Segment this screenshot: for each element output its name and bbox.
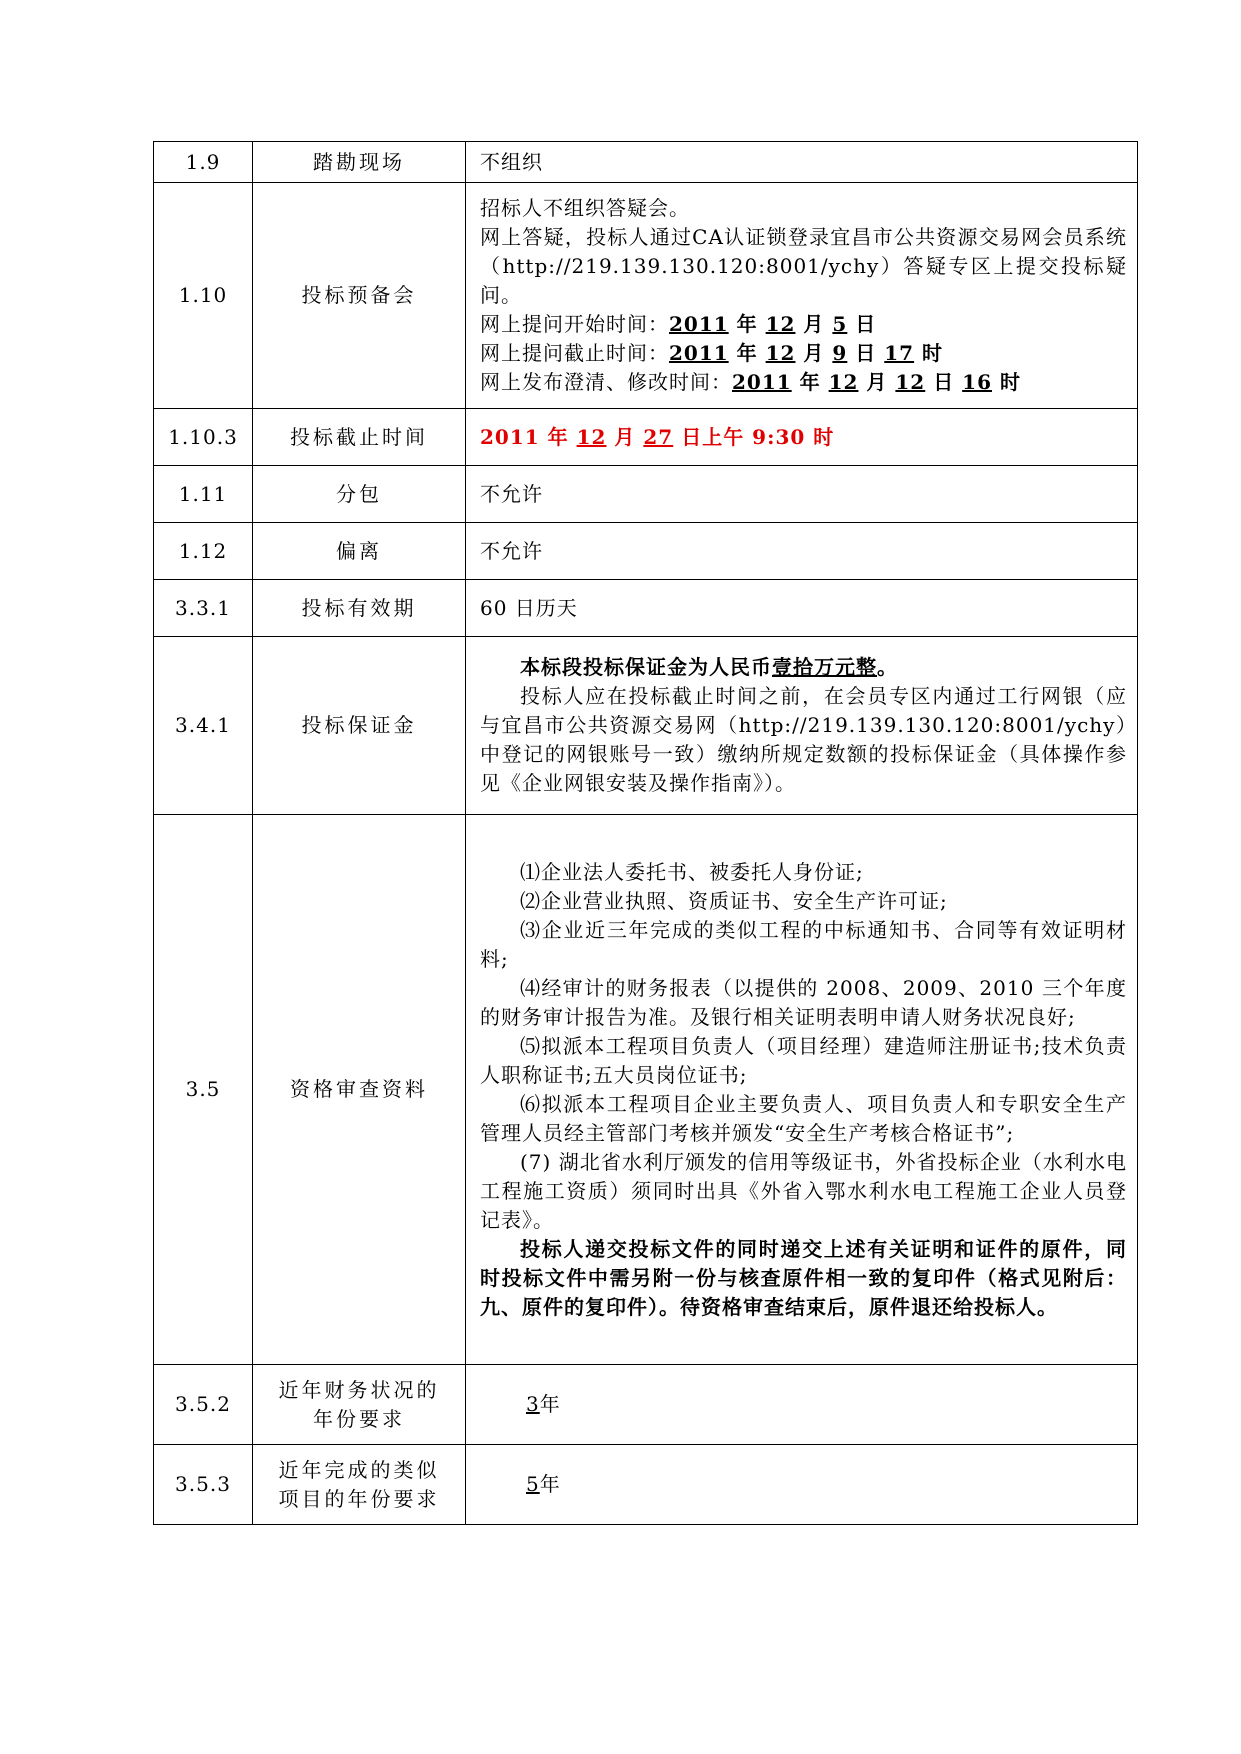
list-item: ⑵企业营业执照、资质证书、安全生产许可证; (520, 888, 948, 913)
table-row (154, 523, 1138, 580)
clause-name: 投标截止时间 (253, 409, 466, 466)
clause-content: 不允许 (466, 466, 1138, 523)
list-item: ⑸拟派本工程项目负责人（项目经理）建造师注册证书;技术负责人职称证书;五大员岗位证书; (480, 1033, 1127, 1087)
clause-number: 1.9 (154, 142, 253, 183)
clause-name: 分包 (253, 466, 466, 523)
clause-content: 3年 (466, 1365, 1138, 1445)
clause-number: 3.5 (154, 815, 253, 1365)
content-line: 网上答疑，投标人通过CA认证锁登录宜昌市公共资源交易网会员系统（http://219.139.130.120:8001/ychy）答疑专区上提交投标疑问。 (480, 225, 1127, 307)
clause-number: 3.5.2 (154, 1365, 253, 1445)
table-row (154, 637, 1138, 815)
clause-name: 投标保证金 (253, 637, 466, 815)
clause-number: 3.4.1 (154, 637, 253, 815)
clause-name: 近年完成的类似项目的年份要求 (253, 1445, 466, 1525)
table-row (154, 815, 1138, 1365)
clause-content (466, 183, 1138, 409)
question-end-time: 网上提问截止时间：2011 年 12 月 9 日 17 时 (480, 341, 944, 365)
original-documents-note: 投标人递交投标文件的同时递交上述有关证明和证件的原件，同时投标文件中需另附一份与核查原件相一致的复印件（格式见附后：九、原件的复印件）。待资格审查结束后，原件退还给投标人。 (480, 1236, 1127, 1319)
table-row (154, 580, 1138, 637)
table-row (154, 466, 1138, 523)
deposit-instructions: 投标人应在投标截止时间之前，在会员专区内通过工行网银（应与宜昌市公共资源交易网（http://219.139.130.120:8001/ychy）中登记的网银账号一致）缴纳所规定数额的投标保证金（具体操作参见《企业网银安装及操作指南》）。 (480, 684, 1127, 795)
list-item: ⑶企业近三年完成的类似工程的中标通知书、合同等有效证明材料; (480, 917, 1127, 971)
table-row (154, 183, 1138, 409)
clause-content (466, 815, 1138, 1365)
clause-content: 不允许 (466, 523, 1138, 580)
clause-content (466, 637, 1138, 815)
table-row (154, 409, 1138, 466)
clause-number: 3.5.3 (154, 1445, 253, 1525)
clause-number: 1.12 (154, 523, 253, 580)
list-item: ⑴企业法人委托书、被委托人身份证; (520, 859, 864, 884)
clause-number: 1.10.3 (154, 409, 253, 466)
clause-content: 不组织 (466, 142, 1138, 183)
clause-name: 近年财务状况的年份要求 (253, 1365, 466, 1445)
clause-number: 1.11 (154, 466, 253, 523)
deposit-amount: 本标段投标保证金为人民币壹拾万元整。 (520, 655, 898, 679)
clause-content: 5年 (466, 1445, 1138, 1525)
list-item: ⑷经审计的财务报表（以提供的 2008、2009、2010 三个年度的财务审计报告为准。及银行相关证明表明申请人财务状况良好; (480, 975, 1127, 1029)
list-item: ⑹拟派本工程项目企业主要负责人、项目负责人和专职安全生产管理人员经主管部门考核并颁发“安全生产考核合格证书”; (480, 1091, 1127, 1145)
table-row (154, 1445, 1138, 1525)
publish-time: 网上发布澄清、修改时间：2011 年 12 月 12 日 16 时 (480, 370, 1021, 394)
clause-name: 踏勘现场 (253, 142, 466, 183)
clause-name: 投标预备会 (253, 183, 466, 409)
list-item: (7) 湖北省水利厅颁发的信用等级证书，外省投标企业（水利水电工程施工资质）须同时出具《外省入鄂水利水电工程施工企业人员登记表》。 (480, 1149, 1127, 1232)
clause-name: 投标有效期 (253, 580, 466, 637)
content-line: 招标人不组织答疑会。 (480, 196, 690, 220)
tender-data-table (153, 141, 1138, 1525)
question-start-time: 网上提问开始时间：2011 年 12 月 5 日 (480, 312, 877, 336)
clause-name: 资格审查资料 (253, 815, 466, 1365)
table-row (154, 1365, 1138, 1445)
clause-name: 偏离 (253, 523, 466, 580)
bid-deadline: 2011 年 12 月 27 日上午 9:30 时 (466, 409, 1138, 466)
clause-number: 3.3.1 (154, 580, 253, 637)
clause-number: 1.10 (154, 183, 253, 409)
table-row (154, 142, 1138, 183)
clause-content: 60 日历天 (466, 580, 1138, 637)
